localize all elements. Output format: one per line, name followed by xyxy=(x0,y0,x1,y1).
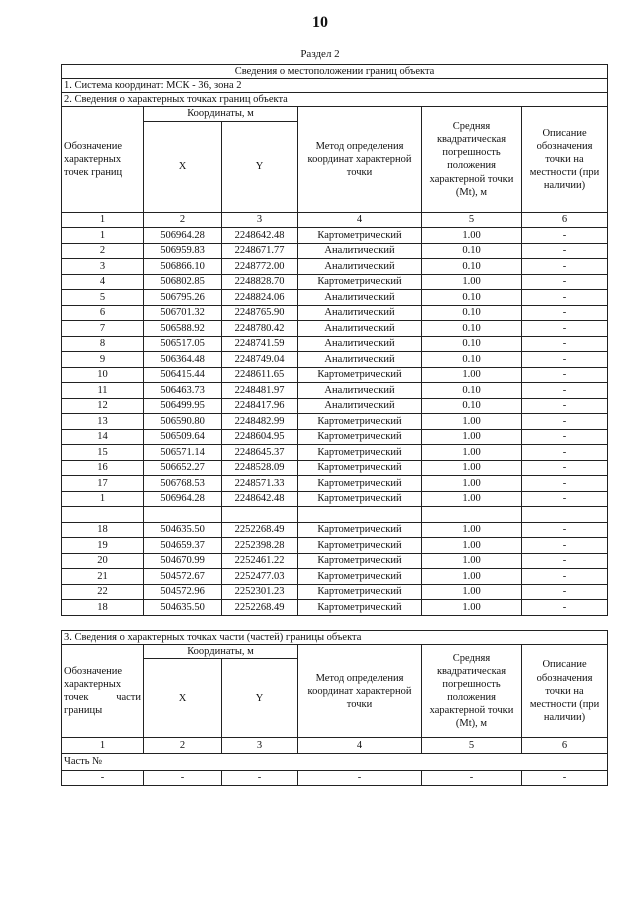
table-cell: - xyxy=(522,305,608,321)
table-cell: 506517.05 xyxy=(144,336,222,352)
table-cell: - xyxy=(522,290,608,306)
table-cell: 2248780.42 xyxy=(222,321,298,337)
table-cell: 2252268.49 xyxy=(222,600,298,616)
table-cell: - xyxy=(62,770,144,786)
table-cell: 16 xyxy=(62,460,144,476)
table-cell: 1.00 xyxy=(422,460,522,476)
table-cell: - xyxy=(522,243,608,259)
table-cell: 2252477.03 xyxy=(222,569,298,585)
table-cell: 7 xyxy=(62,321,144,337)
table-cell: Аналитический xyxy=(298,336,422,352)
table-cell: 506964.28 xyxy=(144,228,222,244)
header-accuracy: Средняя квадратическая погрешность положения характерной точки (Mt), м xyxy=(422,107,522,212)
table-cell: Картометрический xyxy=(298,228,422,244)
table-cell: 2248741.59 xyxy=(222,336,298,352)
table-cell: 1.00 xyxy=(422,569,522,585)
table-cell: 2248528.09 xyxy=(222,460,298,476)
table-cell: 13 xyxy=(62,414,144,430)
table-cell: 2248645.37 xyxy=(222,445,298,461)
table-cell: 11 xyxy=(62,383,144,399)
table-cell: 10 xyxy=(62,367,144,383)
table-title: Сведения о местоположении границ объекта xyxy=(62,65,608,79)
table-cell: 1.00 xyxy=(422,274,522,290)
header-description: Описание обозначения точки на местности (при наличии) xyxy=(522,107,608,212)
header-point-designation-part: Обозначение характерных точек части границы xyxy=(62,645,144,738)
section-label: Раздел 2 xyxy=(300,48,340,60)
table-row xyxy=(62,398,608,414)
header-coordinates: Координаты, м xyxy=(144,645,298,659)
table-row xyxy=(62,305,608,321)
table-cell: 22 xyxy=(62,584,144,600)
table-cell: - xyxy=(298,770,422,786)
table-cell: - xyxy=(522,600,608,616)
table-cell: 506795.26 xyxy=(144,290,222,306)
table-cell: 14 xyxy=(62,429,144,445)
table-cell: - xyxy=(522,584,608,600)
table-cell: Аналитический xyxy=(298,321,422,337)
part2-title: 2. Сведения о характерных точках границ объекта xyxy=(62,93,608,107)
table-cell: 1.00 xyxy=(422,445,522,461)
table-row xyxy=(62,352,608,368)
table-cell: - xyxy=(222,770,298,786)
table-cell: 2248642.48 xyxy=(222,491,298,507)
table-cell: 1 xyxy=(62,491,144,507)
header-description: Описание обозначения точки на местности (при наличии) xyxy=(522,645,608,738)
table-cell: Аналитический xyxy=(298,243,422,259)
header-x: X xyxy=(144,121,222,212)
table-cell: - xyxy=(522,367,608,383)
table-cell: Картометрический xyxy=(298,445,422,461)
table-cell: 506509.64 xyxy=(144,429,222,445)
column-number: 5 xyxy=(422,738,522,754)
table-cell: 2248772.00 xyxy=(222,259,298,275)
table-cell: 506590.80 xyxy=(144,414,222,430)
table-cell: 2248571.33 xyxy=(222,476,298,492)
table-cell: Картометрический xyxy=(298,538,422,554)
table-cell: 506768.53 xyxy=(144,476,222,492)
table-cell: 0.10 xyxy=(422,243,522,259)
blank-row xyxy=(62,507,608,523)
table-row xyxy=(62,600,608,616)
table-cell: 2248611.65 xyxy=(222,367,298,383)
table-cell: 5 xyxy=(62,290,144,306)
table-cell: 506571.14 xyxy=(144,445,222,461)
table-row xyxy=(62,228,608,244)
table-cell: Картометрический xyxy=(298,274,422,290)
table-row xyxy=(62,367,608,383)
table-cell: - xyxy=(522,429,608,445)
table-cell: 2248824.06 xyxy=(222,290,298,306)
table-cell: Картометрический xyxy=(298,600,422,616)
column-number-row xyxy=(62,212,608,228)
table-cell: - xyxy=(522,321,608,337)
table-cell: 0.10 xyxy=(422,352,522,368)
table-cell xyxy=(222,507,298,523)
table-cell: 0.10 xyxy=(422,383,522,399)
table-cell: 504670.99 xyxy=(144,553,222,569)
table-cell: 2252398.28 xyxy=(222,538,298,554)
table-cell: 504572.67 xyxy=(144,569,222,585)
table-cell: 2248828.70 xyxy=(222,274,298,290)
table-cell: 506802.85 xyxy=(144,274,222,290)
header-y: Y xyxy=(222,659,298,738)
table-cell: 2248604.95 xyxy=(222,429,298,445)
table-cell: 2252461.22 xyxy=(222,553,298,569)
column-number: 2 xyxy=(144,212,222,228)
header-method: Метод определения координат характерной точки xyxy=(298,107,422,212)
table-cell: 20 xyxy=(62,553,144,569)
table-cell: 21 xyxy=(62,569,144,585)
table-cell: 506415.44 xyxy=(144,367,222,383)
table-cell: 506964.28 xyxy=(144,491,222,507)
table-cell: 1.00 xyxy=(422,538,522,554)
table-cell: 2252301.23 xyxy=(222,584,298,600)
page-number: 10 xyxy=(312,14,328,31)
table-cell: - xyxy=(522,522,608,538)
table-cell: 1.00 xyxy=(422,429,522,445)
table-cell: 504635.50 xyxy=(144,600,222,616)
table-cell: 506959.83 xyxy=(144,243,222,259)
table-cell: - xyxy=(522,228,608,244)
table-cell: Картометрический xyxy=(298,569,422,585)
table-row xyxy=(62,770,608,786)
column-number: 3 xyxy=(222,212,298,228)
coordinate-system: 1. Система координат: МСК - 36, зона 2 xyxy=(62,79,608,93)
table-cell xyxy=(422,507,522,523)
table-cell: 506866.10 xyxy=(144,259,222,275)
table-cell: - xyxy=(422,770,522,786)
table-cell: - xyxy=(522,398,608,414)
column-number: 6 xyxy=(522,212,608,228)
table-row xyxy=(62,414,608,430)
column-number: 1 xyxy=(62,212,144,228)
header-x: X xyxy=(144,659,222,738)
table-row xyxy=(62,383,608,399)
table-cell: 0.10 xyxy=(422,259,522,275)
table-cell xyxy=(298,507,422,523)
table-cell: Картометрический xyxy=(298,522,422,538)
table-cell: - xyxy=(522,770,608,786)
table-cell: 15 xyxy=(62,445,144,461)
table-cell: - xyxy=(522,476,608,492)
table-row xyxy=(62,321,608,337)
table-row xyxy=(62,553,608,569)
part3-title: 3. Сведения о характерных точках части (частей) границы объекта xyxy=(62,631,608,645)
table-row xyxy=(62,274,608,290)
table-cell: 1 xyxy=(62,228,144,244)
table-cell: Картометрический xyxy=(298,429,422,445)
table-row xyxy=(62,290,608,306)
table-cell: 506588.92 xyxy=(144,321,222,337)
table-cell: 506499.95 xyxy=(144,398,222,414)
table-cell: - xyxy=(522,538,608,554)
table-cell xyxy=(62,507,144,523)
table-cell: - xyxy=(522,383,608,399)
table-row xyxy=(62,243,608,259)
boundary-table xyxy=(61,64,608,616)
table-cell: 0.10 xyxy=(422,321,522,337)
table-cell: 1.00 xyxy=(422,553,522,569)
table-cell: 0.10 xyxy=(422,336,522,352)
header-coordinates: Координаты, м xyxy=(144,107,298,121)
column-number: 2 xyxy=(144,738,222,754)
column-number-row xyxy=(62,738,608,754)
table-cell: Картометрический xyxy=(298,367,422,383)
table-cell: Картометрический xyxy=(298,553,422,569)
table-cell: 1.00 xyxy=(422,476,522,492)
table-cell: 4 xyxy=(62,274,144,290)
table-cell: - xyxy=(522,491,608,507)
header-point-designation: Обозначение характерных точек границ xyxy=(62,107,144,212)
table-cell: 504572.96 xyxy=(144,584,222,600)
table-cell: Аналитический xyxy=(298,398,422,414)
table-cell: 2248481.97 xyxy=(222,383,298,399)
column-number: 5 xyxy=(422,212,522,228)
table-cell: Аналитический xyxy=(298,259,422,275)
table-cell: - xyxy=(144,770,222,786)
table-cell: - xyxy=(522,569,608,585)
table-row xyxy=(62,584,608,600)
column-number: 3 xyxy=(222,738,298,754)
table-cell: 19 xyxy=(62,538,144,554)
table-cell: Картометрический xyxy=(298,460,422,476)
table-row xyxy=(62,460,608,476)
table-cell: 3 xyxy=(62,259,144,275)
header-accuracy: Средняя квадратическая погрешность положения характерной точки (Mt), м xyxy=(422,645,522,738)
table-cell: Аналитический xyxy=(298,352,422,368)
table-cell: Аналитический xyxy=(298,383,422,399)
table-cell: 2248642.48 xyxy=(222,228,298,244)
table-cell: 2252268.49 xyxy=(222,522,298,538)
table-cell: 0.10 xyxy=(422,305,522,321)
table-cell: - xyxy=(522,445,608,461)
table-cell: 1.00 xyxy=(422,600,522,616)
table-cell: 18 xyxy=(62,522,144,538)
table-cell: - xyxy=(522,274,608,290)
table-cell: 1.00 xyxy=(422,522,522,538)
table-cell: 506463.73 xyxy=(144,383,222,399)
table-cell: - xyxy=(522,460,608,476)
table-row xyxy=(62,491,608,507)
table-cell: 2248417.96 xyxy=(222,398,298,414)
table-cell: 6 xyxy=(62,305,144,321)
table-row xyxy=(62,336,608,352)
table-cell: 506701.32 xyxy=(144,305,222,321)
table-cell xyxy=(144,507,222,523)
table-cell: - xyxy=(522,352,608,368)
table-cell: 1.00 xyxy=(422,367,522,383)
table-row xyxy=(62,569,608,585)
table-cell: - xyxy=(522,259,608,275)
table-cell: Картометрический xyxy=(298,584,422,600)
table-cell: Аналитический xyxy=(298,290,422,306)
table-cell: Картометрический xyxy=(298,491,422,507)
column-number: 1 xyxy=(62,738,144,754)
column-number: 4 xyxy=(298,212,422,228)
header-y: Y xyxy=(222,121,298,212)
table-cell: 0.10 xyxy=(422,398,522,414)
table-cell: 9 xyxy=(62,352,144,368)
table-cell: Картометрический xyxy=(298,414,422,430)
table-cell: 1.00 xyxy=(422,414,522,430)
table-cell: 2248749.04 xyxy=(222,352,298,368)
table-row xyxy=(62,538,608,554)
table-cell: 1.00 xyxy=(422,228,522,244)
table-cell: 2248765.90 xyxy=(222,305,298,321)
table-cell: - xyxy=(522,414,608,430)
table-cell: 1.00 xyxy=(422,491,522,507)
table-cell: 506364.48 xyxy=(144,352,222,368)
table-cell: 18 xyxy=(62,600,144,616)
column-number: 4 xyxy=(298,738,422,754)
part-boundary-table xyxy=(61,630,608,786)
table-cell: 1.00 xyxy=(422,584,522,600)
table-row xyxy=(62,445,608,461)
column-number: 6 xyxy=(522,738,608,754)
table-cell: 506652.27 xyxy=(144,460,222,476)
table-cell: 504659.37 xyxy=(144,538,222,554)
table-cell: 2 xyxy=(62,243,144,259)
table-cell: 8 xyxy=(62,336,144,352)
part-label: Часть № xyxy=(62,753,608,770)
table-row xyxy=(62,476,608,492)
table-row xyxy=(62,259,608,275)
table-cell: - xyxy=(522,336,608,352)
table-cell: Картометрический xyxy=(298,476,422,492)
table-cell xyxy=(522,507,608,523)
table-cell: 2248482.99 xyxy=(222,414,298,430)
table-cell: Аналитический xyxy=(298,305,422,321)
table-cell: - xyxy=(522,553,608,569)
header-method: Метод определения координат характерной точки xyxy=(298,645,422,738)
table-cell: 2248671.77 xyxy=(222,243,298,259)
table-cell: 0.10 xyxy=(422,290,522,306)
table-cell: 17 xyxy=(62,476,144,492)
table-row xyxy=(62,429,608,445)
table-cell: 12 xyxy=(62,398,144,414)
table-cell: 504635.50 xyxy=(144,522,222,538)
table-row xyxy=(62,522,608,538)
